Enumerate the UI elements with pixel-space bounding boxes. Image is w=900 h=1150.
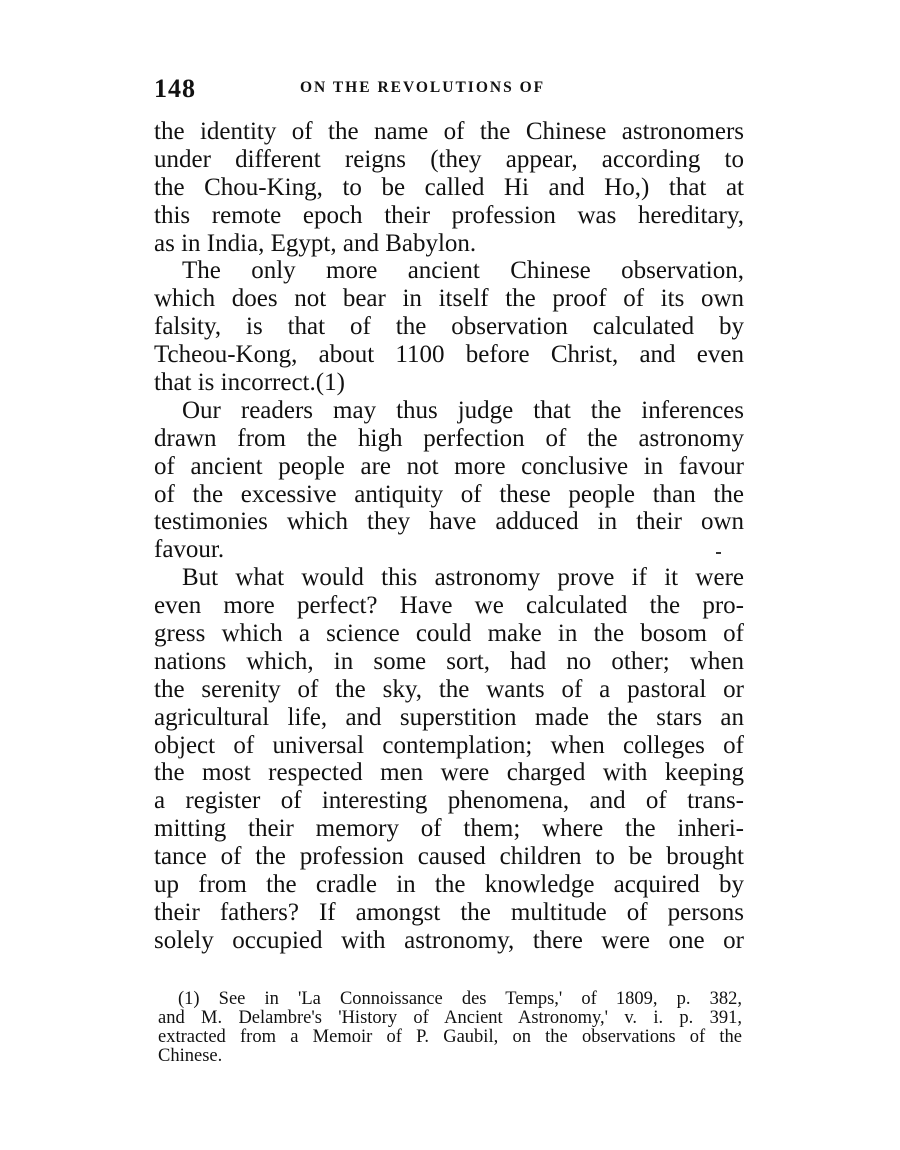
text-line: object of universal contemplation; when colleges of (154, 731, 744, 759)
page-number: 148 (154, 74, 196, 103)
text-line: which does not bear in itself the proof of its own (154, 285, 744, 313)
text-line: the most respected men were charged with keeping (154, 759, 744, 787)
body-text (154, 118, 744, 955)
text-line: under different reigns (they appear, according to (154, 145, 744, 173)
text-line: the Chou-King, to be called Hi and Ho,) that at (154, 173, 744, 201)
footnote-line: (1) See in 'La Connoissance des Temps,' of 1809, p. 382, (178, 990, 742, 1009)
footnote (158, 990, 742, 1066)
text-line: mitting their memory of them; where the inheri- (154, 815, 744, 843)
text-line: a register of interesting phenomena, and of trans- (154, 787, 744, 815)
text-line: of the excessive antiquity of these people than the (154, 480, 744, 508)
text-line: The only more ancient Chinese observation, (182, 257, 744, 285)
text-line: falsity, is that of the observation calculated by (154, 313, 744, 341)
text-line: even more perfect? Have we calculated the pro- (154, 592, 744, 620)
footnote-line: Chinese. (158, 1047, 223, 1066)
text-line: gress which a science could make in the bosom of (154, 620, 744, 648)
text-line: tance of the profession caused children to be brought (154, 843, 744, 871)
text-line: But what would this astronomy prove if it were (182, 564, 744, 592)
footnote-line: extracted from a Memoir of P. Gaubil, on the observations of the (158, 1028, 742, 1047)
text-line: this remote epoch their profession was hereditary, (154, 201, 744, 229)
text-line: nations which, in some sort, had no other; when (154, 647, 744, 675)
footnote-line: and M. Delambre's 'History of Ancient Astronomy,' v. i. p. 391, (158, 1009, 742, 1028)
text-line: the identity of the name of the Chinese astronomers (154, 118, 744, 145)
text-line: agricultural life, and superstition made the stars an (154, 703, 744, 731)
text-line: the serenity of the sky, the wants of a pastoral or (154, 675, 744, 703)
text-line: up from the cradle in the knowledge acquired by (154, 871, 744, 899)
text-line: favour. (154, 536, 225, 564)
text-line: Tcheou-Kong, about 1100 before Christ, and even (154, 341, 744, 369)
text-line: testimonies which they have adduced in their own (154, 508, 744, 536)
running-head (154, 74, 744, 104)
running-title: ON THE REVOLUTIONS OF (300, 79, 546, 96)
text-line: their fathers? If amongst the multitude of persons (154, 898, 744, 926)
text-line: drawn from the high perfection of the astronomy (154, 424, 744, 452)
margin-mark (716, 552, 721, 554)
text-line: that is incorrect.(1) (154, 369, 345, 397)
text-line: solely occupied with astronomy, there were one or (154, 926, 744, 954)
text-line: Our readers may thus judge that the inferences (182, 396, 744, 424)
text-line: as in India, Egypt, and Babylon. (154, 229, 477, 257)
text-line: of ancient people are not more conclusive in favour (154, 452, 744, 480)
